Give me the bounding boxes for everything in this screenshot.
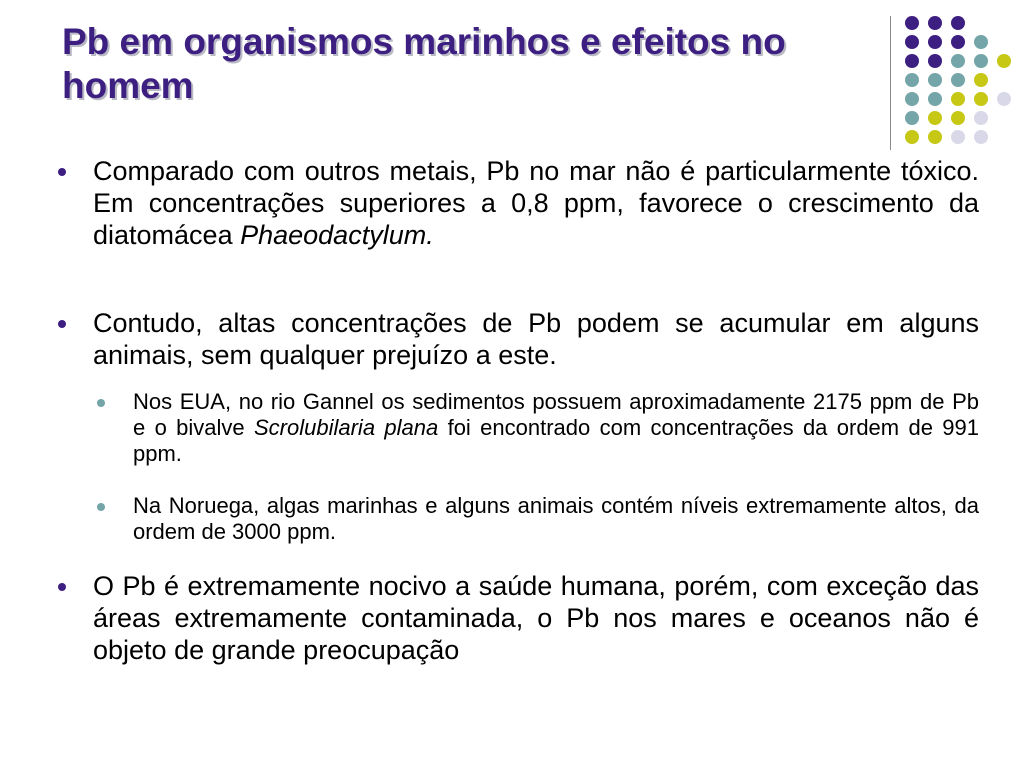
decorative-dot (928, 92, 942, 106)
decorative-dot (905, 73, 919, 87)
bullet-text: Contudo, altas concentrações de Pb podem se acumular em alguns animais, sem qualquer prejuízo a este. (93, 308, 979, 370)
species-name: Scrolubilaria plana (254, 415, 439, 440)
bullet-marker (58, 320, 66, 328)
decorative-dot (951, 35, 965, 49)
decorative-dot (928, 16, 942, 30)
decorative-dot (951, 16, 965, 30)
decorative-dot (905, 111, 919, 125)
decorative-dot (928, 54, 942, 68)
decorative-dot (974, 111, 988, 125)
bullet-item (93, 570, 979, 666)
decorative-dot (928, 35, 942, 49)
species-name: Phaeodactylum. (240, 220, 434, 250)
decorative-dot (905, 130, 919, 144)
sub-bullet-item (133, 493, 979, 545)
decorative-dot (905, 35, 919, 49)
decorative-dot (905, 54, 919, 68)
sub-bullet-item (133, 389, 979, 467)
sub-bullet-text: Nos EUA, no rio Gannel os sedimentos possuem aproximadamente 2175 ppm de Pb e o bivalve (133, 389, 979, 440)
decorative-dot (951, 73, 965, 87)
decorative-dot (951, 111, 965, 125)
sub-bullet-text: Na Noruega, algas marinhas e alguns animais contém níveis extremamente altos, da ordem de 3000 ppm. (133, 493, 979, 544)
decorative-dot (905, 92, 919, 106)
sub-bullet-marker (97, 399, 105, 407)
title-divider-line (890, 16, 891, 150)
decorative-dot (928, 73, 942, 87)
decorative-dot (974, 73, 988, 87)
bullet-marker (58, 168, 66, 176)
bullet-item (93, 155, 979, 251)
decorative-dot (997, 54, 1011, 68)
sub-bullet-text: foi encontrado com concentrações da ordem de 991 ppm. (133, 415, 979, 466)
decorative-dot (974, 35, 988, 49)
decorative-dot (974, 54, 988, 68)
bullet-marker (58, 583, 66, 591)
decorative-dot (928, 130, 942, 144)
decorative-dot (928, 111, 942, 125)
decorative-dot (951, 92, 965, 106)
bullet-text: O Pb é extremamente nocivo a saúde humana, porém, com exceção das áreas extremamente contaminada, o Pb nos mares e oceanos não é objeto de grande preocupação (93, 571, 979, 665)
decorative-dot (974, 92, 988, 106)
decorative-dot (951, 130, 965, 144)
decorative-dot (974, 130, 988, 144)
decorative-dot (997, 92, 1011, 106)
slide-title: Pb em organismos marinhos e efeitos no homem (62, 21, 786, 106)
bullet-item (93, 307, 979, 371)
decorative-dot (951, 54, 965, 68)
sub-bullet-marker (97, 503, 105, 511)
bullet-text: Comparado com outros metais, Pb no mar não é particularmente tóxico. Em concentrações superiores a 0,8 ppm, favorece o crescimento da diatomácea (93, 156, 979, 250)
decorative-dot (905, 16, 919, 30)
